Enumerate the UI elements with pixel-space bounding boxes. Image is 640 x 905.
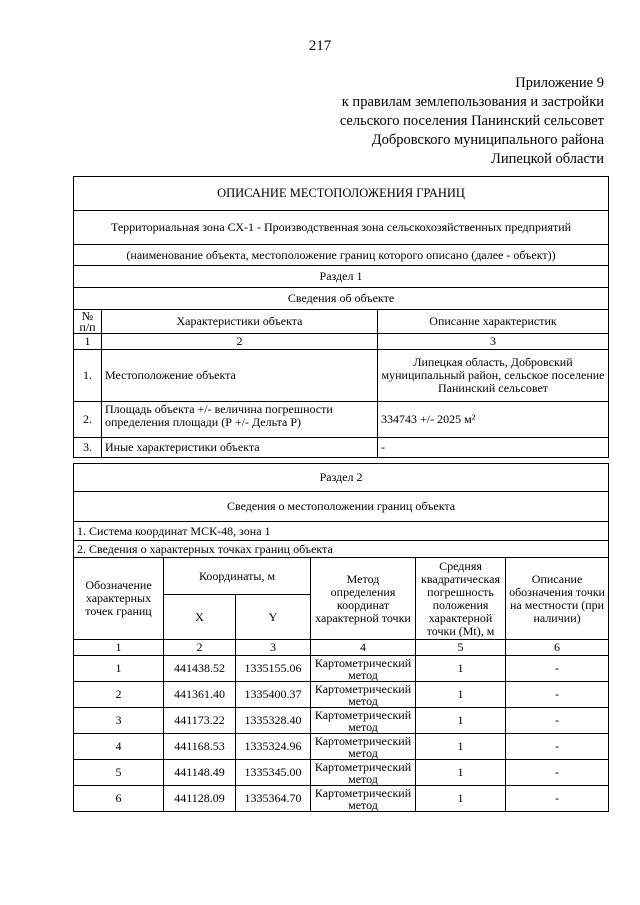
appendix-caption	[340, 74, 604, 169]
point-x: 441128.09	[164, 786, 236, 812]
col-x-header: X	[164, 595, 236, 640]
point-y: 1335364.70	[236, 786, 311, 812]
col-num-header: № п/п	[74, 310, 102, 334]
point-mt: 1	[416, 786, 506, 812]
object-info-table	[73, 176, 609, 458]
col-characteristics-header: Характеристики объекта	[102, 310, 378, 334]
point-y: 1335400.37	[236, 682, 311, 708]
point-y: 1335328.40	[236, 708, 311, 734]
point-x: 441438.52	[164, 656, 236, 682]
col-method-header: Метод определения координат характерной точки	[311, 558, 416, 640]
point-method: Картометрический метод	[311, 760, 416, 786]
table-row	[74, 682, 609, 708]
col-error-header: Средняя квадратическая погрешность положения характерной точки (Mt), м	[416, 558, 506, 640]
appendix-line: сельского поселения Панинский сельсовет	[339, 113, 604, 129]
index-cell: 2	[102, 334, 378, 350]
index-cell: 1	[74, 334, 102, 350]
section1-heading: Сведения об объекте	[74, 288, 609, 310]
table-row	[74, 402, 609, 438]
point-desc: -	[506, 656, 609, 682]
appendix-line: Липецкой области	[491, 151, 604, 167]
col-designation-header: Обозначение характерных точек границ	[74, 558, 164, 640]
row-name: Иные характеристики объекта	[102, 438, 378, 458]
point-mt: 1	[416, 682, 506, 708]
index-cell: 3	[236, 640, 311, 656]
row-value: -	[378, 438, 609, 458]
point-desc: -	[506, 708, 609, 734]
point-mt: 1	[416, 760, 506, 786]
point-id: 3	[74, 708, 164, 734]
point-id: 6	[74, 786, 164, 812]
appendix-line: к правилам землепользования и застройки	[341, 94, 604, 110]
appendix-line: Добровского муниципального района	[371, 132, 604, 148]
point-y: 1335155.06	[236, 656, 311, 682]
section2-heading: Сведения о местоположении границ объекта	[74, 492, 609, 522]
index-cell: 6	[506, 640, 609, 656]
point-desc: -	[506, 682, 609, 708]
point-method: Картометрический метод	[311, 708, 416, 734]
point-desc: -	[506, 734, 609, 760]
document-title: ОПИСАНИЕ МЕСТОПОЛОЖЕНИЯ ГРАНИЦ	[74, 177, 609, 211]
point-method: Картометрический метод	[311, 682, 416, 708]
index-cell: 2	[164, 640, 236, 656]
point-x: 441361.40	[164, 682, 236, 708]
table-row	[74, 734, 609, 760]
index-cell: 1	[74, 640, 164, 656]
table-row	[74, 786, 609, 812]
point-method: Картометрический метод	[311, 656, 416, 682]
point-method: Картометрический метод	[311, 734, 416, 760]
row-value: 334743 +/- 2025 м²	[378, 402, 609, 438]
col-y-header: Y	[236, 595, 311, 640]
point-y: 1335324.96	[236, 734, 311, 760]
point-y: 1335345.00	[236, 760, 311, 786]
boundary-points-table	[73, 463, 609, 812]
zone-name: Территориальная зона СХ-1 - Производственная зона сельскохозяйственных предприятий	[74, 211, 609, 245]
point-mt: 1	[416, 708, 506, 734]
table-row	[74, 656, 609, 682]
object-note: (наименование объекта, местоположение границ которого описано (далее - объект))	[74, 245, 609, 266]
row-num: 3.	[74, 438, 102, 458]
row-name: Местоположение объекта	[102, 350, 378, 402]
col-coordinates-header: Координаты, м	[164, 558, 311, 595]
point-id: 5	[74, 760, 164, 786]
index-cell: 5	[416, 640, 506, 656]
index-cell: 3	[378, 334, 609, 350]
point-method: Картометрический метод	[311, 786, 416, 812]
point-desc: -	[506, 760, 609, 786]
point-x: 441168.53	[164, 734, 236, 760]
appendix-line: Приложение 9	[515, 75, 604, 91]
row-num: 2.	[74, 402, 102, 438]
row-num: 1.	[74, 350, 102, 402]
point-x: 441173.22	[164, 708, 236, 734]
table-row	[74, 438, 609, 458]
point-mt: 1	[416, 656, 506, 682]
index-cell: 4	[311, 640, 416, 656]
col-marking-header: Описание обозначения точки на местности (при наличии)	[506, 558, 609, 640]
point-id: 2	[74, 682, 164, 708]
point-id: 1	[74, 656, 164, 682]
point-x: 441148.49	[164, 760, 236, 786]
table-row	[74, 350, 609, 402]
table-row	[74, 760, 609, 786]
coordinate-system: 1. Система координат МСК-48, зона 1	[74, 522, 609, 541]
table-row	[74, 708, 609, 734]
section2-label: Раздел 2	[74, 464, 609, 492]
page-number: 217	[308, 38, 332, 54]
point-mt: 1	[416, 734, 506, 760]
point-id: 4	[74, 734, 164, 760]
row-value: Липецкая область, Добровский муниципальный район, сельское поселение Панинский сельсовет	[378, 350, 609, 402]
point-desc: -	[506, 786, 609, 812]
section1-label: Раздел 1	[74, 266, 609, 288]
points-title: 2. Сведения о характерных точках границ объекта	[74, 541, 609, 558]
row-name: Площадь объекта +/- величина погрешности определения площади (Р +/- Дельта Р)	[102, 402, 378, 438]
col-description-header: Описание характеристик	[378, 310, 609, 334]
